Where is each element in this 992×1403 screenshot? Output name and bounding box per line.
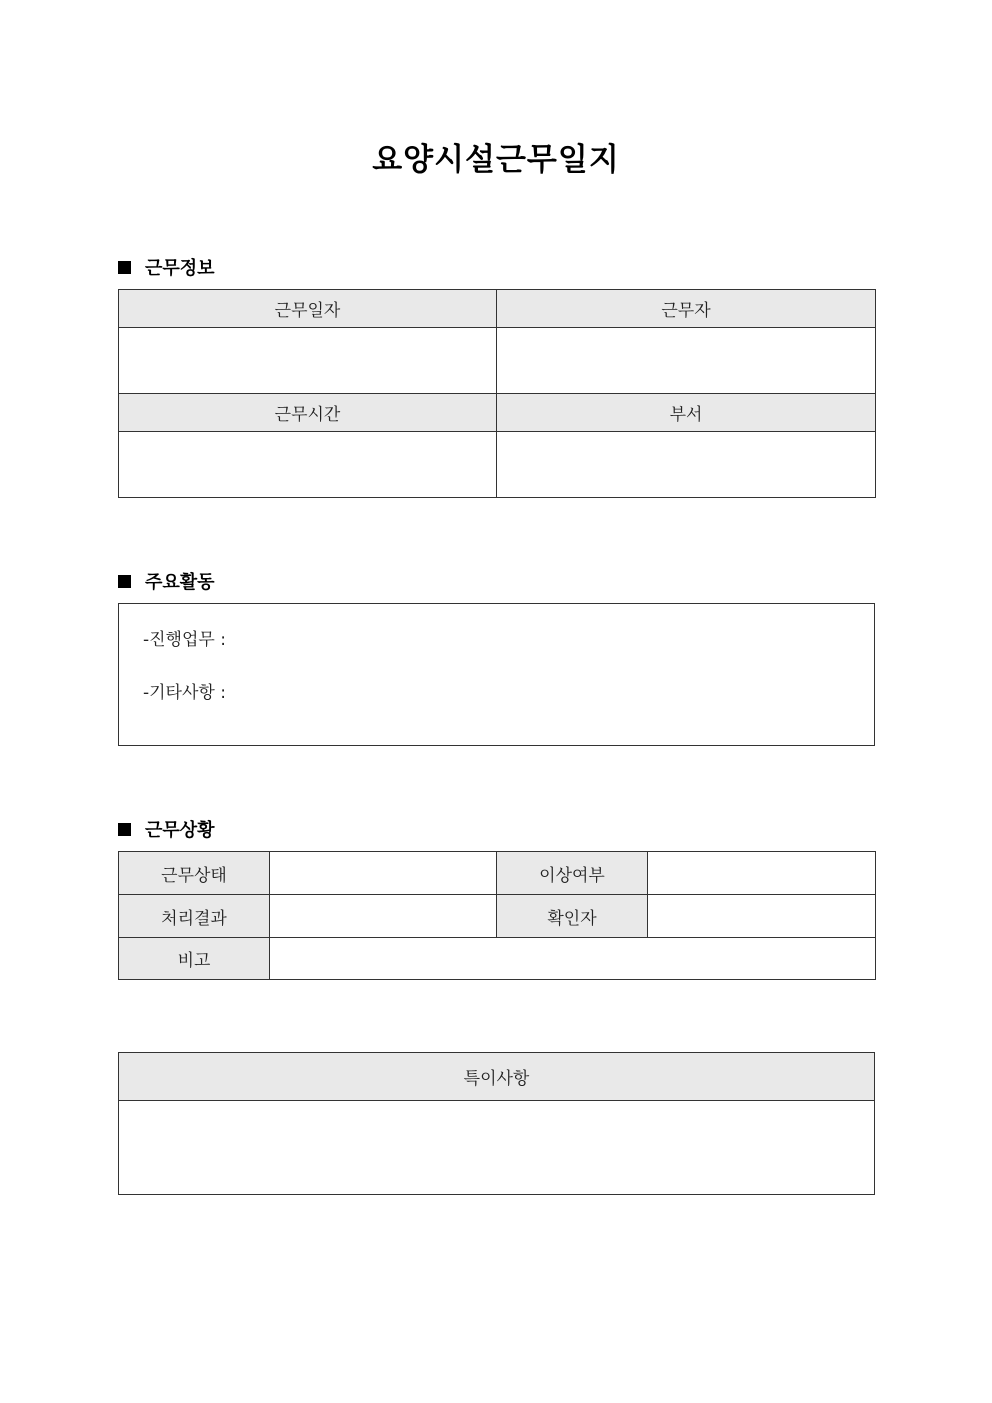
confirmer-field[interactable] <box>648 895 876 938</box>
remarks-field[interactable] <box>270 938 876 980</box>
department-label: 부서 <box>497 394 876 432</box>
status-label: 근무상태 <box>119 852 270 895</box>
department-field[interactable] <box>497 432 876 498</box>
special-notes-table <box>118 1052 875 1195</box>
main-activities-box[interactable] <box>118 603 875 746</box>
result-field[interactable] <box>270 895 497 938</box>
result-label: 처리결과 <box>119 895 270 938</box>
work-date-field[interactable] <box>119 328 497 394</box>
status-field[interactable] <box>270 852 497 895</box>
abnormal-field[interactable] <box>648 852 876 895</box>
remarks-label: 비고 <box>119 938 270 980</box>
main-activities-heading <box>118 568 215 594</box>
main-activities-heading-text: 주요활동 <box>145 572 215 593</box>
worker-field[interactable] <box>497 328 876 394</box>
special-notes-field[interactable] <box>119 1101 875 1195</box>
square-bullet-icon <box>118 261 131 274</box>
tasks-label: -진행업무 : <box>143 630 226 650</box>
work-hours-field[interactable] <box>119 432 497 498</box>
abnormal-label: 이상여부 <box>497 852 648 895</box>
work-status-table <box>118 851 876 980</box>
worker-label: 근무자 <box>497 290 876 328</box>
document-title: 요양시설근무일지 <box>372 142 620 178</box>
work-hours-label: 근무시간 <box>119 394 497 432</box>
work-status-heading-text: 근무상황 <box>145 820 215 841</box>
square-bullet-icon <box>118 575 131 588</box>
work-info-heading-text: 근무정보 <box>145 258 215 279</box>
square-bullet-icon <box>118 823 131 836</box>
others-label: -기타사항 : <box>143 683 226 703</box>
work-info-table <box>118 289 876 498</box>
confirmer-label: 확인자 <box>497 895 648 938</box>
work-status-heading <box>118 816 215 842</box>
work-date-label: 근무일자 <box>119 290 497 328</box>
work-info-heading <box>118 254 215 280</box>
special-notes-label: 특이사항 <box>119 1053 875 1101</box>
